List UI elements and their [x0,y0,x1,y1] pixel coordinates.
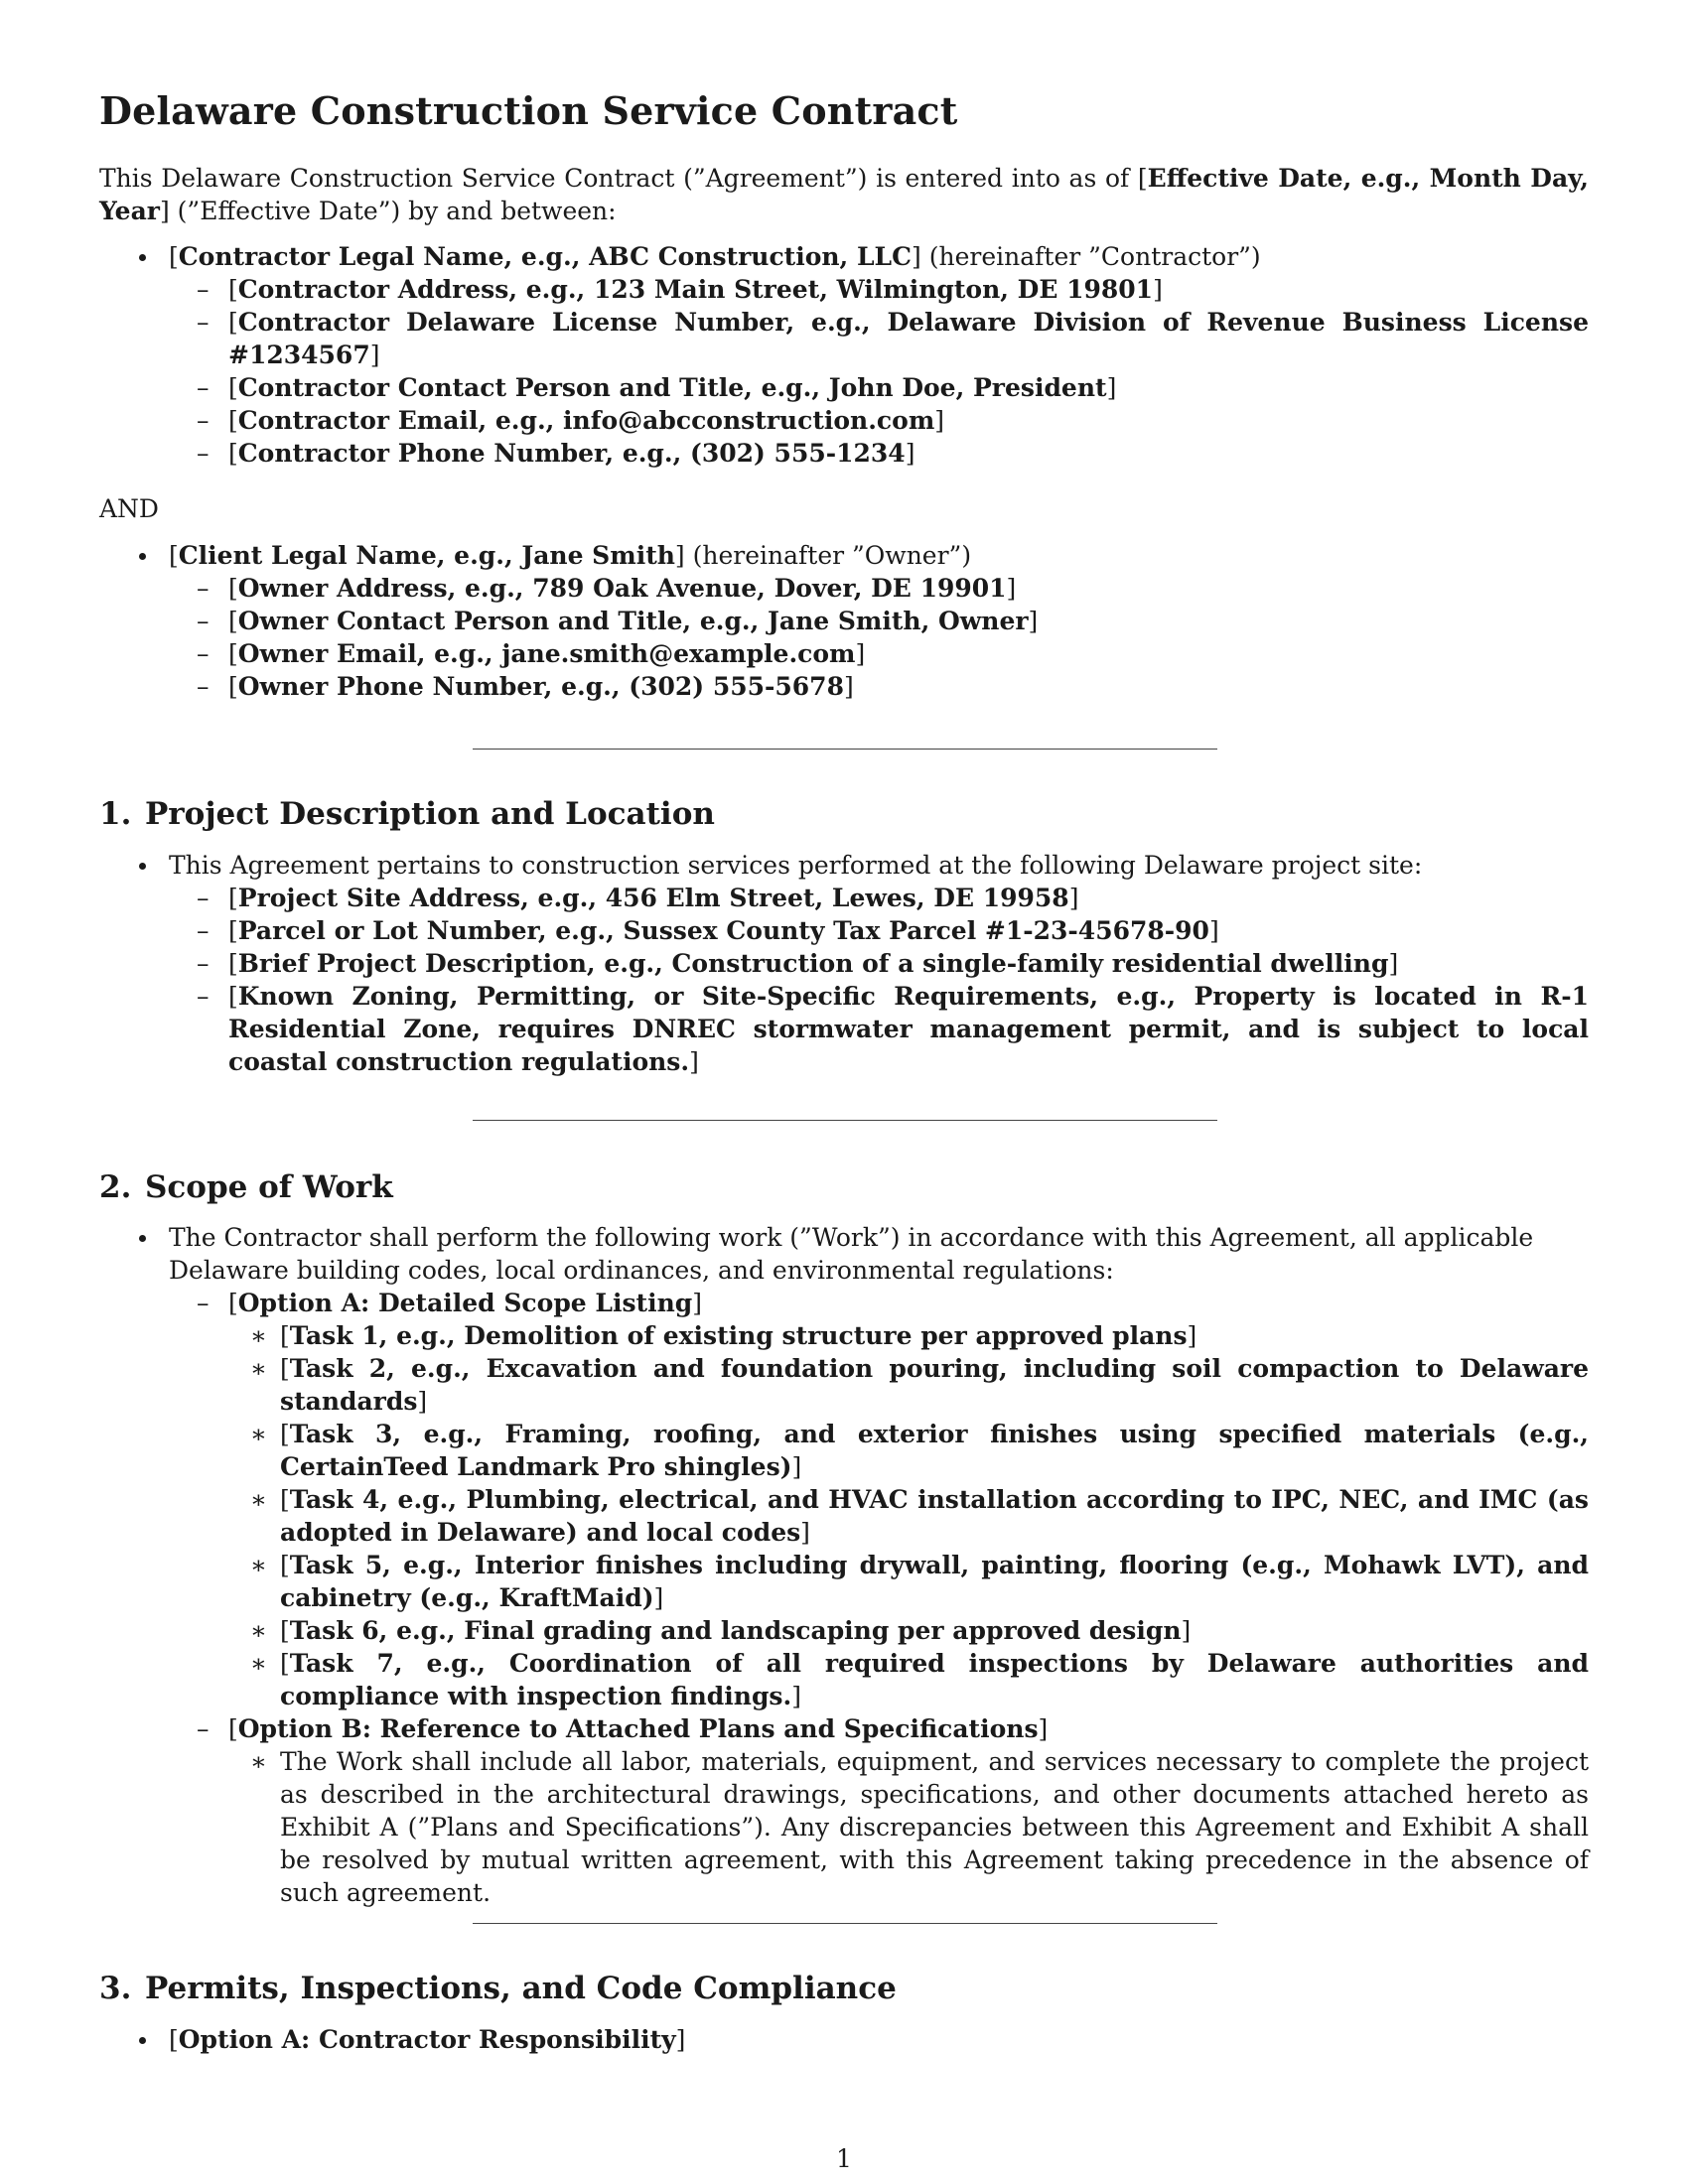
task-text: Task 7, e.g., Coordination of all required inspections by Delaware authorities and compliance with inspection findings. [280,1649,1589,1710]
bullet-icon [139,2037,146,2044]
task-text: Task 6, e.g., Final grading and landscaping per approved design [289,1616,1182,1645]
section-2-lead: The Contractor shall perform the following work (”Work”) in accordance with this Agreement, all applicable Delaware building codes, local ordinances, and environmental regulations: [169,1223,1534,1285]
owner-detail: – [Owner Contact Person and Title, e.g., Jane Smith, Owner] [197,607,1039,635]
contractor-address: Contractor Address, e.g., 123 Main Street, Wilmington, DE 19801 [237,275,1154,304]
section-title: Permits, Inspections, and Code Compliance [145,1971,897,2006]
owner-suffix: (hereinafter ”Owner”) [684,541,972,570]
contractor-party-list [99,240,1589,470]
section-3-list [99,2023,1589,2056]
intro-text-start: This Delaware Construction Service Contract (”Agreement”) is entered into as of [ [99,164,1148,193]
section-title: Scope of Work [145,1169,393,1205]
section-number: 3. [99,1971,132,2006]
contractor-detail: – [Contractor Phone Number, e.g., (302) 555-1234] [197,439,915,468]
project-detail: – [Parcel or Lot Number, e.g., Sussex County Tax Parcel #1-23-45678-90] [197,916,1219,945]
contractor-detail: – [Contractor Email, e.g., info@abcconstruction.com] [197,406,945,435]
asterisk-icon: ∗ [250,1321,267,1350]
owner-name: Client Legal Name, e.g., Jane Smith [178,541,675,570]
dash-icon: – [197,607,210,635]
task-item: ∗ [Task 3, e.g., Framing, roofing, and exterior finishes using specified materials (e.g., CertainTeed Landmark Pro shingles)] [250,1420,1589,1481]
bullet-icon [139,863,146,870]
asterisk-icon: ∗ [250,1649,267,1678]
dash-icon: – [197,308,210,337]
section-1-heading [99,794,715,834]
dash-icon: – [197,916,210,945]
scope-option-b: – [Option B: Reference to Attached Plans and Specifications] ∗ The Work shall include all labor, materials, equipment, and services necessary to complete the project as described in the architectural drawings, specifications, and other documents attached hereto as Exhibit A (”Plans and Specifications”). Any discrepancies between this Agreement and Exhibit A shall be resolved by mutual written agreement, with this Agreement taking precedence in the absence of such agreement. [197,1714,1589,1907]
project-site-details [169,882,1589,1078]
asterisk-icon: ∗ [250,1485,267,1514]
option-b-text: The Work shall include all labor, materials, equipment, and services necessary to complete the project as described in the architectural drawings, specifications, and other documents attached hereto as Exhibit A (”Plans and Specifications”). Any discrepancies between this Agreement and Exhibit A shall be resolved by mutual written agreement, with this Agreement taking precedence in the absence of such agreement. [280,1747,1589,1907]
scope-options [169,1287,1589,1909]
contractor-party: [Contractor Legal Name, e.g., ABC Construction, LLC] (hereinafter ”Contractor”) – [Contractor Address, e.g., 123 Main Street, Wilmington, DE 19801] – [Contractor Delaware License Number, e.g., Delaware Division of Revenue Business License #1234567] – [Contractor Contact Person and Title, e.g., John Doe, President] – [Contractor Email, e.g., info@abcconstruction.com] – [Contractor Phone Number, e.g., (302) 555-1234] [99,240,1589,470]
asterisk-icon: ∗ [250,1747,267,1776]
task-text: Task 1, e.g., Demolition of existing structure per approved plans [289,1321,1188,1350]
task-item: ∗ [Task 1, e.g., Demolition of existing structure per approved plans] [250,1321,1197,1350]
section-divider [473,1923,1217,1924]
section-1-lead: This Agreement pertains to construction services performed at the following Delaware project site: [169,851,1423,880]
task-text: Task 5, e.g., Interior finishes including drywall, painting, flooring (e.g., Mohawk LVT), and cabinetry (e.g., KraftMaid) [280,1551,1589,1612]
dash-icon: – [197,672,210,701]
effective-date-placeholder: Effective Date, e.g., Month Day, Year [99,164,1589,225]
project-detail: – [Project Site Address, e.g., 456 Elm Street, Lewes, DE 19958] [197,884,1079,912]
owner-detail: – [Owner Email, e.g., jane.smith@example.com] [197,639,866,668]
section-divider [473,1120,1217,1121]
option-b-paragraph [228,1745,1589,1909]
section-1-item [99,849,1589,1078]
dash-icon: – [197,275,210,304]
section-2-item [99,1221,1589,1909]
section-title: Project Description and Location [145,796,715,832]
task-item: ∗ [Task 7, e.g., Coordination of all required inspections by Delaware authorities and compliance with inspection findings.] [250,1649,1589,1710]
dash-icon: – [197,1714,210,1743]
dash-icon: – [197,1289,210,1317]
section-3-option-a: Option A: Contractor Responsibility [178,2025,676,2054]
bullet-icon [139,254,146,261]
owner-detail: – [Owner Address, e.g., 789 Oak Avenue, Dover, DE 19901] [197,574,1017,603]
section-3-item: [Option A: Contractor Responsibility] [99,2023,1589,2056]
contractor-email: Contractor Email, e.g., info@abcconstruction.com [237,406,935,435]
page-number: 1 [836,2144,852,2173]
contractor-detail: – [Contractor Delaware License Number, e.g., Delaware Division of Revenue Business License #1234567] [197,308,1589,369]
section-2-heading [99,1167,393,1207]
bullet-icon [139,553,146,560]
asterisk-icon: ∗ [250,1616,267,1645]
dash-icon: – [197,373,210,402]
asterisk-icon: ∗ [250,1354,267,1383]
section-3-heading [99,1969,897,2008]
parcel-number: Parcel or Lot Number, e.g., Sussex County Tax Parcel #1-23-45678-90 [237,916,1209,945]
dash-icon: – [197,574,210,603]
contractor-details [169,273,1589,470]
asterisk-icon: ∗ [250,1420,267,1448]
option-b-body [228,1745,1589,1909]
intro-paragraph [99,162,1589,227]
option-a-label: Option A: Detailed Scope Listing [237,1289,693,1317]
task-text: Task 3, e.g., Framing, roofing, and exterior finishes using specified materials (e.g., CertainTeed Landmark Pro shingles) [280,1420,1589,1481]
option-b-label: Option B: Reference to Attached Plans and Specifications [237,1714,1039,1743]
section-number: 2. [99,1169,132,1205]
project-site-address: Project Site Address, e.g., 456 Elm Street, Lewes, DE 19958 [237,884,1069,912]
owner-address: Owner Address, e.g., 789 Oak Avenue, Dover, DE 19901 [237,574,1007,603]
task-item: ∗ [Task 2, e.g., Excavation and foundation pouring, including soil compaction to Delaware standards] [250,1354,1589,1416]
owner-contact: Owner Contact Person and Title, e.g., Jane Smith, Owner [237,607,1029,635]
contractor-detail: – [Contractor Contact Person and Title, e.g., John Doe, President] [197,373,1117,402]
contractor-contact: Contractor Contact Person and Title, e.g., John Doe, President [237,373,1107,402]
owner-details [169,572,1589,703]
owner-detail: – [Owner Phone Number, e.g., (302) 555-5678] [197,672,854,701]
asterisk-icon: ∗ [250,1551,267,1579]
section-number: 1. [99,796,132,832]
task-item: ∗ [Task 6, e.g., Final grading and landscaping per approved design] [250,1616,1192,1645]
task-text: Task 4, e.g., Plumbing, electrical, and HVAC installation according to IPC, NEC, and IMC (as adopted in Delaware) and local codes [280,1485,1589,1547]
owner-party-list [99,539,1589,703]
project-detail: – [Known Zoning, Permitting, or Site-Specific Requirements, e.g., Property is located in R-1 Residential Zone, requires DNREC stormwater management permit, and is subject to local coastal construction regulations.] [197,982,1589,1076]
document-page [99,0,1589,2184]
and-label: AND [99,494,159,523]
dash-icon: – [197,639,210,668]
owner-phone: Owner Phone Number, e.g., (302) 555-5678 [237,672,844,701]
task-item: ∗ [Task 5, e.g., Interior finishes including drywall, painting, flooring (e.g., Mohawk LVT), and cabinetry (e.g., KraftMaid)] [250,1551,1589,1612]
project-detail: – [Brief Project Description, e.g., Construction of a single-family residential dwelling] [197,949,1399,978]
dash-icon: – [197,439,210,468]
task-text: Task 2, e.g., Excavation and foundation pouring, including soil compaction to Delaware standards [280,1354,1589,1416]
dash-icon: – [197,884,210,912]
section-divider [473,749,1217,750]
intro-text-end: ] (”Effective Date”) by and between: [159,197,617,225]
dash-icon: – [197,982,210,1011]
contractor-phone: Contractor Phone Number, e.g., (302) 555-1234 [237,439,906,468]
owner-email: Owner Email, e.g., jane.smith@example.com [237,639,856,668]
task-list [228,1319,1589,1712]
dash-icon: – [197,406,210,435]
bullet-icon [139,1235,146,1242]
document-title: Delaware Construction Service Contract [99,88,958,133]
owner-party: [Client Legal Name, e.g., Jane Smith] (hereinafter ”Owner”) – [Owner Address, e.g., 789 Oak Avenue, Dover, DE 19901] – [Owner Contact Person and Title, e.g., Jane Smith, Owner] – [Owner Email, e.g., jane.smith@example.com] – [Owner Phone Number, e.g., (302) 555-5678] [99,539,1589,703]
contractor-license: Contractor Delaware License Number, e.g., Delaware Division of Revenue Business License #1234567 [228,308,1589,369]
scope-option-a: – [Option A: Detailed Scope Listing] ∗ [Task 1, e.g., Demolition of existing structure per approved plans] ∗ [Task 2, e.g., Excavation and foundation pouring, including soil compaction to Delaware standards] ∗ [Task 3, e.g., Framing, roofing, and exterior finishes using specified materials (e.g., CertainTeed Landmark Pro shingles)] ∗ [Task 4, e.g., Plumbing, electrical, and HVAC installation according to IPC, NEC, and IMC (as adopted in Delaware) and local codes] ∗ [Task 5, e.g., Interior finishes including drywall, painting, flooring (e.g., Mohawk LVT), and cabinetry (e.g., KraftMaid)] ∗ [Task 6, e.g., Final grading and landscaping per approved design] ∗ [Task 7, e.g., Coordination of all required inspections by Delaware authorities and compliance with inspection findings.] [197,1289,1589,1710]
contractor-detail: – [Contractor Address, e.g., 123 Main Street, Wilmington, DE 19801] [197,275,1163,304]
task-item: ∗ [Task 4, e.g., Plumbing, electrical, and HVAC installation according to IPC, NEC, and IMC (as adopted in Delaware) and local codes] [250,1485,1589,1547]
section-2-list [99,1221,1589,1909]
contractor-suffix: (hereinafter ”Contractor”) [920,242,1261,271]
zoning-requirements: Known Zoning, Permitting, or Site-Specific Requirements, e.g., Property is located in R-1 Residential Zone, requires DNREC stormwater management permit, and is subject to local coastal construction regulations. [228,982,1589,1076]
dash-icon: – [197,949,210,978]
section-1-list [99,849,1589,1078]
project-description: Brief Project Description, e.g., Construction of a single-family residential dwelling [237,949,1389,978]
contractor-name: Contractor Legal Name, e.g., ABC Construction, LLC [178,242,913,271]
